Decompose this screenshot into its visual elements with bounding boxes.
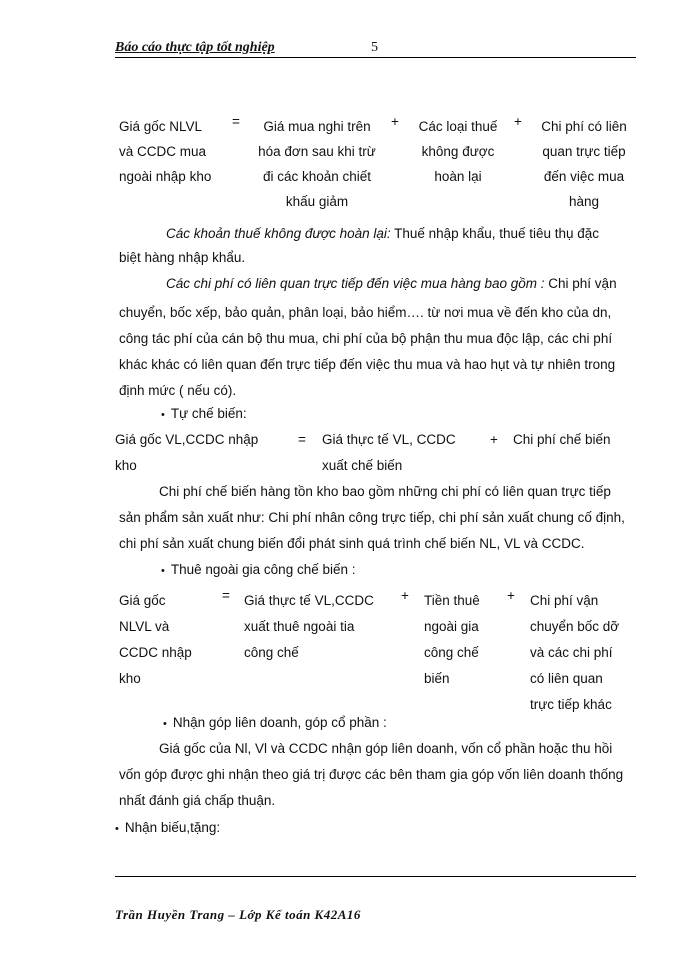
formula2-term1-line1: Giá thực tế VL, CCDC [322,432,456,447]
para-che-bien-line2: sản phẩm sản xuất như: Chi phí nhân công trực tiếp, chi phí sản xuất chung cố định, [119,510,625,525]
plus-sign: + [490,432,498,447]
formula3-term3: Chi phí vận chuyển bốc dỡ và các chi phí có liên quan trực tiếp khác [530,593,620,712]
bullet-thue-ngoai: • Thuê ngoài gia công chế biến : [161,562,356,577]
formula3-left: Giá gốc NLVL và CCDC nhập kho [119,593,192,686]
footer-author: Trần Huyền Trang – Lớp Kế toán K42A16 [115,907,361,922]
plus-sign: + [514,114,522,129]
plus-sign: + [401,588,409,603]
formula3-term1: Giá thực tế VL,CCDC xuất thuê ngoài tia công chế [244,593,374,660]
formula3-term2: Tiền thuê ngoài gia công chế biến [424,593,480,686]
formula2-term1-line2: xuất chế biến [322,458,403,473]
para-gop-von-line3: nhất đánh giá chấp thuận. [119,793,276,808]
para-thue-line1: Các khoản thuế không được hoàn lại: Thuế nhập khẩu, thuế tiêu thụ đặc [166,226,600,241]
header-title: Báo cáo thực tập tốt nghiệp [115,40,275,55]
formula1-left: Giá gốc NLVL và CCDC mua ngoài nhập kho [119,119,212,184]
para-gop-von-line1: Giá gốc của Nl, Vl và CCDC nhận góp liên doanh, vốn cổ phần hoặc thu hồi [159,741,613,756]
para-chi-phi-lead: Các chi phí có liên quan trực tiếp đến việc mua hàng bao gồm : [166,276,545,291]
footer-rule [115,876,636,877]
para-gop-von-line2: vốn góp được ghi nhận theo giá trị được các bên tham gia góp vốn liên doanh thống [119,767,624,782]
formula1-term1: Giá mua nghi trên hóa đơn sau khi trừ đi các khoản chiết khấu giảm [258,119,376,209]
bullet-gop-von: • Nhận góp liên doanh, góp cổ phần : [163,715,387,730]
para-thue-lead: Các khoản thuế không được hoàn lại: [166,226,391,241]
plus-sign: + [507,588,515,603]
bullet-tu-che-bien: • Tự chế biến: [161,406,247,421]
para-chi-phi-body: chuyển, bốc xếp, bảo quản, phân loại, bảo hiểm…. từ nơi mua về đến kho của dn, công tác phí của cán bộ thu mua, chi phí của bộ phận thu mua độc lập, các chi phí khác khác có liên quan đến trực tiếp đến việc thu mua và hao hụt và tự nhiên trong định mức ( nếu có). [119,305,616,398]
equals-sign: = [222,588,230,603]
formula2-left-line1: Giá gốc VL,CCDC nhập [115,432,259,447]
equals-sign: = [298,432,306,447]
formula1-term3: Chi phí có liên quan trực tiếp đến việc mua hàng [541,119,627,209]
header-rule [115,57,636,58]
para-chi-phi-line1: Các chi phí có liên quan trực tiếp đến việc mua hàng bao gồm : Chi phí vận [166,276,617,291]
bullet-bieu-tang: • Nhận biếu,tặng: [115,820,220,835]
para-che-bien-line3: chi phí sản xuất chung biến đổi phát sinh quá trình chế biến NL, VL và CCDC. [119,536,585,551]
plus-sign: + [391,114,399,129]
page-number: 5 [371,40,378,55]
formula1-term2: Các loại thuế không được hoàn lại [418,119,498,184]
formula2-term2: Chi phí chế biến [513,432,611,447]
equals-sign: = [232,114,240,129]
para-thue-line2: biệt hàng nhập khẩu. [119,250,246,265]
formula2-left-line2: kho [115,458,137,473]
para-che-bien-line1: Chi phí chế biến hàng tồn kho bao gồm những chi phí có liên quan trực tiếp [159,484,611,499]
